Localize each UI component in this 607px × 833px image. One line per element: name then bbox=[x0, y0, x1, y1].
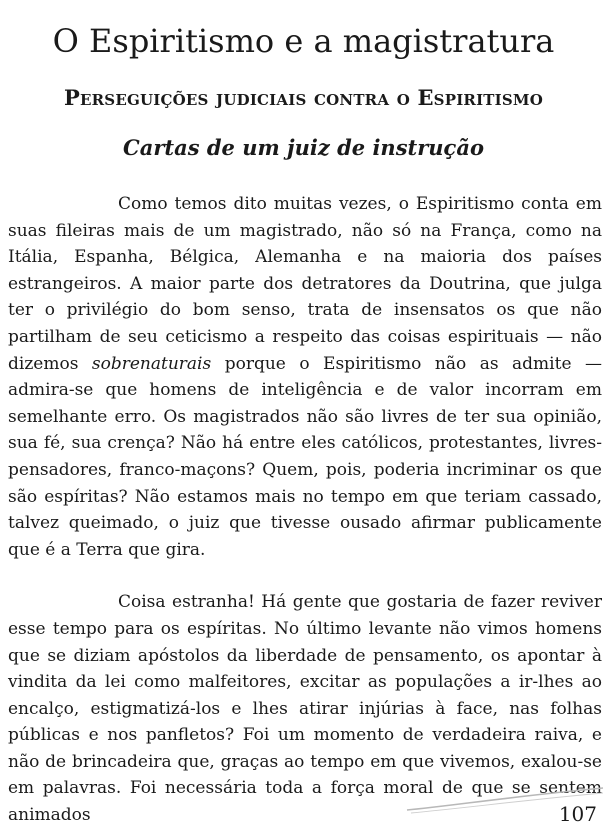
page-number: 107 bbox=[558, 802, 597, 826]
section-title: Cartas de um juiz de instrução bbox=[123, 135, 484, 160]
paragraph-2-text: Coisa estranha! Há gente que gostaria de fazer reviver esse tempo para os espíritas. No último levante não vimos homens que se diziam apóstolos da liberdade de pensamento, os apontar à vindita da lei como malfeitores, excitar as populações a ir-lhes ao encalço, estigmatizá-los e lhes atirar injúrias à face, nas folhas públicas e nos panfletos? Foi um momento de verdadeira raiva, e não de brincadeira que, graças ao tempo em que vivemos, exalou-se em palavras. Foi necessária toda a força moral de que se sentem animados bbox=[8, 592, 602, 826]
body-text bbox=[8, 191, 602, 829]
chapter-subtitle: Perseguições judiciais contra o Espiritismo bbox=[64, 85, 543, 110]
paragraph-1-text-a: Como temos dito muitas vezes, o Espiritismo conta em suas fileiras mais de um magistrado, não só na França, como na Itália, Espanha, Bélgica, Alemanha e na maioria dos países estrangeiros. A maior parte dos detratores da Doutrina, que julga ter o privilégio do bom senso, trata de insensatos os que não partilham de seu ceticismo a respeito das coisas espirituais — não dizemos bbox=[8, 194, 602, 374]
paragraph-1-text-b: porque o Espiritismo não as admite — admira-se que homens de inteligência e de valor incorram em semelhante erro. Os magistrados não são livres de ter sua opinião, sua fé, sua crença? Não há entre eles católicos, protestantes, livres-pensadores, franco-maçons? Quem, pois, poderia incriminar os que são espíritas? Não estamos mais no tempo em que teriam cassado, talvez queimado, o juiz que tivesse ousado afirmar publicamente que é a Terra que gira. bbox=[8, 353, 602, 560]
page-title: O Espiritismo e a magistratura bbox=[52, 22, 555, 60]
paragraph-1 bbox=[8, 191, 602, 563]
emphasis-sobrenaturais: sobrenaturais bbox=[91, 353, 212, 374]
